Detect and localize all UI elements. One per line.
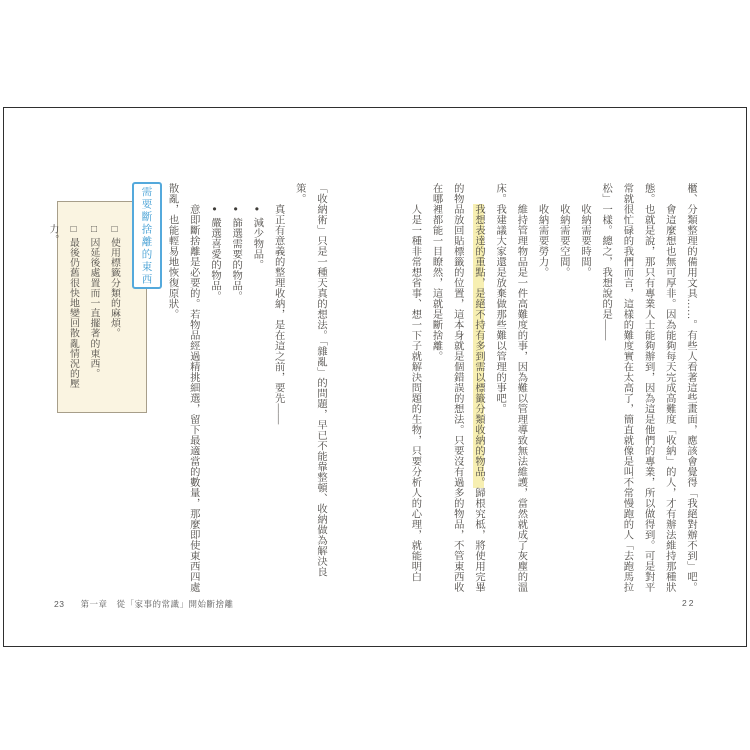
checklist-item bbox=[104, 224, 125, 402]
paragraph-continuation: 歸根究柢，將使用完畢的物品放回貼標籤的位置，這本身就是個錯誤的想法。只要沒有過多的物品，不管東西收在哪裡都能一目瞭然，這就是斷捨離。 bbox=[430, 183, 484, 593]
checklist-item bbox=[42, 224, 83, 402]
paragraph: 「收納術」只是一種天真的想法。「雜亂」的問題，早已不能靠整頓、收納做為解決良策。 bbox=[293, 183, 326, 577]
list-item bbox=[225, 183, 246, 593]
list-item bbox=[204, 183, 225, 593]
chapter-running-title: 第一章 從「家事的常識」開始斷捨離 bbox=[80, 599, 234, 609]
paragraph: 收納需要時間。 bbox=[578, 204, 590, 278]
paragraph: 真正有意義的整理收納，是在這之前，要先—— bbox=[272, 204, 284, 425]
checklist-item-text: 使用標籤分類的麻煩。 bbox=[109, 237, 120, 339]
callout-box-title-tab: 需要斷捨離的東西 bbox=[132, 182, 162, 289]
book-spread-frame bbox=[3, 107, 747, 647]
left-page-text bbox=[141, 183, 331, 593]
paragraph: 維持管理物品是一件高難度的事，因為難以管理導致無法維護，當然就成了灰塵的溫床。我建議大家還是放棄做那些難以管理的事吧。 bbox=[494, 183, 527, 593]
paragraph: 會這麼想也無可厚非。因為能夠每天完成高難度「收納」的人，才有辦法維持那種狀態。也就是說，那只有專業人士能夠辦到，因為這是他們的專業，所以做得到。可是對平常就很忙碌的我們而言，這樣的難度實在太高了，簡直就像是叫不常慢跑的人「去跑馬拉松」一樣。總之，我想說的是—— bbox=[600, 183, 675, 593]
list-item bbox=[246, 183, 267, 593]
page-number-right: 22 bbox=[682, 598, 696, 608]
paragraph: 人是一種非常想省事、想一下子就解決問題的生物，只要分析人的心理，就能明白 bbox=[409, 204, 421, 582]
page-number-left: 23 bbox=[54, 599, 65, 609]
checklist-item bbox=[83, 224, 104, 402]
highlighted-sentence: 我想表達的重點，是絕不持有多到需以標籤分類收納的物品。 bbox=[472, 204, 484, 488]
paragraph: 意即斷捨離是必要的。若物品經過精挑細選，留下最適當的數量，那麼即使東西四處散亂，也能輕易地恢復原狀。 bbox=[166, 183, 199, 593]
right-page-text bbox=[389, 183, 701, 593]
bullet-icon: ● bbox=[209, 204, 219, 214]
checklist-item-text: 因延後處置而一直擺著的東西。 bbox=[88, 237, 100, 379]
paragraph: 櫃、分類整理的備用文具……。有些人看著這些畫面，應該會覺得「我絕對辦不到」吧。 bbox=[685, 183, 696, 593]
list-item-text: 減少物品。 bbox=[251, 217, 263, 270]
bullet-icon: ● bbox=[231, 204, 241, 214]
checklist-item-text: 最後仍舊很快地變回散亂情況的壓力。 bbox=[47, 224, 79, 389]
list-item-text: 篩選需要的物品。 bbox=[230, 217, 242, 302]
list-item-text: 嚴選喜愛的物品。 bbox=[208, 217, 220, 302]
paragraph-with-highlight bbox=[425, 183, 489, 593]
left-page-footer bbox=[54, 598, 233, 610]
paragraph: 收納需要空間。 bbox=[557, 204, 569, 278]
checkbox-icon: □ bbox=[68, 224, 79, 236]
bullet-icon: ● bbox=[252, 204, 262, 214]
paragraph: 收納需要勞力。 bbox=[536, 204, 548, 278]
checkbox-icon: □ bbox=[109, 224, 120, 236]
checkbox-icon: □ bbox=[88, 224, 100, 236]
